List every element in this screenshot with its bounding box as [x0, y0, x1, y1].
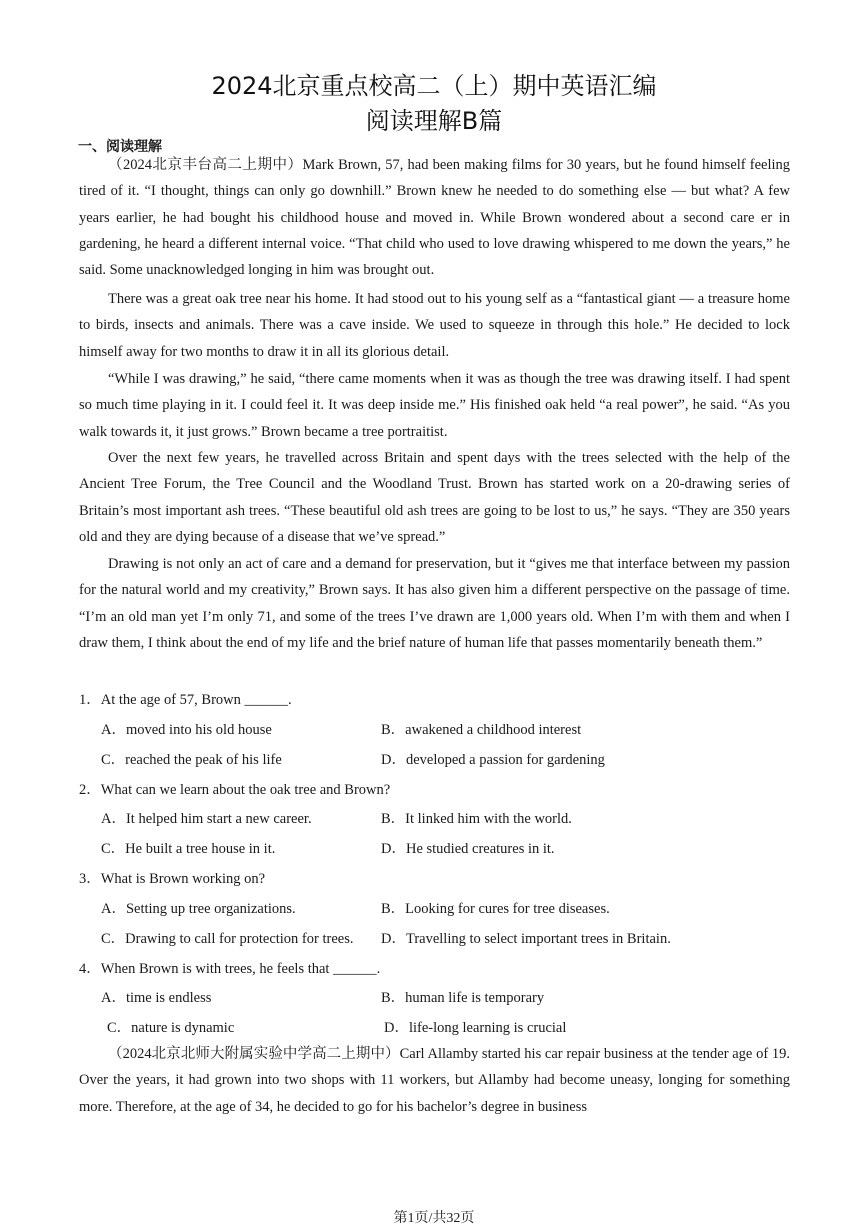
question-2-option-c: C．He built a tree house in it. [101, 841, 276, 857]
passage1-paragraph-1: （2024北京丰台高二上期中）Mark Brown, 57, had been making films for 30 years, but he found himself feeling tired of it. “I thought, things can only go downhill.” Brown knew he needed to do something else — but what? A few years earlier, he had bought his childhood house and moved in. While Brown wondered about a second care er in gardening, he heard a different internal voice. “That child who used to love drawing whispered to me down the years,” he said. Some unacknowledged longing in him was brought out. [79, 157, 790, 279]
question-1-stem: 1．At the age of 57, Brown ______. [79, 692, 292, 708]
question-2-option-a: A．It helped him start a new career. [101, 811, 312, 827]
question-2-option-b: B．It linked him with the world. [381, 811, 572, 827]
question-3-stem: 3．What is Brown working on? [79, 871, 266, 887]
question-4-option-c: C．nature is dynamic [107, 1020, 235, 1036]
question-1-option-c: C．reached the peak of his life [101, 752, 282, 768]
passage1-paragraph-2: There was a great oak tree near his home. It had stood out to his young self as a “fantastical giant — a treasure home to birds, insects and animals. There was a cave inside. We used to squeeze in through this hole.” He decided to lock himself away for two months to draw it in all its glorious detail. [79, 291, 790, 360]
question-4-option-a: A．time is endless [101, 990, 212, 1006]
section-heading: 一、阅读理解 [78, 139, 162, 155]
passage2-paragraph-1: （2024北京北师大附属实验中学高二上期中）Carl Allamby started his car repair business at the tender age of 19. Over the years, it had grown into two shops with 11 workers, but Allamby had become uneasy, longing for something more. Therefore, at the age of 34, he decided to go for his bachelor’s degree in business [79, 1046, 790, 1115]
question-3-option-c: C．Drawing to call for protection for trees. [101, 931, 354, 947]
question-4-option-b: B．human life is temporary [381, 990, 545, 1006]
passage1-paragraph-5: Drawing is not only an act of care and a demand for preservation, but it “gives me that interface between my passion for the natural world and my creativity,” Brown says. It has also given him a different perspective on the passage of time. “I’m an old man yet I’m only 71, and some of the trees I’ve drawn are 1,000 years old. When I’m with them and when I draw them, I think about the end of my life and the brief nature of human life that passes momentarily beneath them.” [79, 556, 790, 651]
question-2-option-d: D．He studied creatures in it. [381, 841, 555, 857]
question-4-option-d: D．life-long learning is crucial [384, 1020, 567, 1036]
passage1-paragraph-3: “While I was drawing,” he said, “there came moments when it was as though the tree was drawing itself. I had spent so much time playing in it. I could feel it. It was deep inside me.” His finished oak held “a real power”, he said. “As you walk towards it, it just grows.” Brown became a tree portraitist. [79, 371, 790, 440]
question-1-option-d: D．developed a passion for gardening [381, 752, 605, 768]
question-4-stem: 4．When Brown is with trees, he feels that ______. [79, 961, 381, 977]
question-1-option-b: B．awakened a childhood interest [381, 722, 582, 738]
document-subtitle: 阅读理解B篇 [365, 107, 503, 135]
question-1-option-a: A．moved into his old house [101, 722, 272, 738]
document-title: 2024北京重点校高二（上）期中英语汇编 [211, 72, 657, 100]
question-3-option-b: B．Looking for cures for tree diseases. [381, 901, 610, 917]
question-2-stem: 2．What can we learn about the oak tree and Brown? [79, 782, 391, 798]
passage1-paragraph-4: Over the next few years, he travelled across Britain and spent days with the trees selected with the help of the Ancient Tree Forum, the Tree Council and the Woodland Trust. Brown has started work on a 20-drawing series of Britain’s most important ash trees. “These beautiful old ash trees are going to be lost to us,” he says. “They are 350 years old and they are dying because of a disease that we’ve spread.” [79, 450, 790, 545]
question-3-option-a: A．Setting up tree organizations. [101, 901, 296, 917]
page-number: 第1页/共32页 [393, 1211, 475, 1226]
question-3-option-d: D．Travelling to select important trees in Britain. [381, 931, 671, 947]
